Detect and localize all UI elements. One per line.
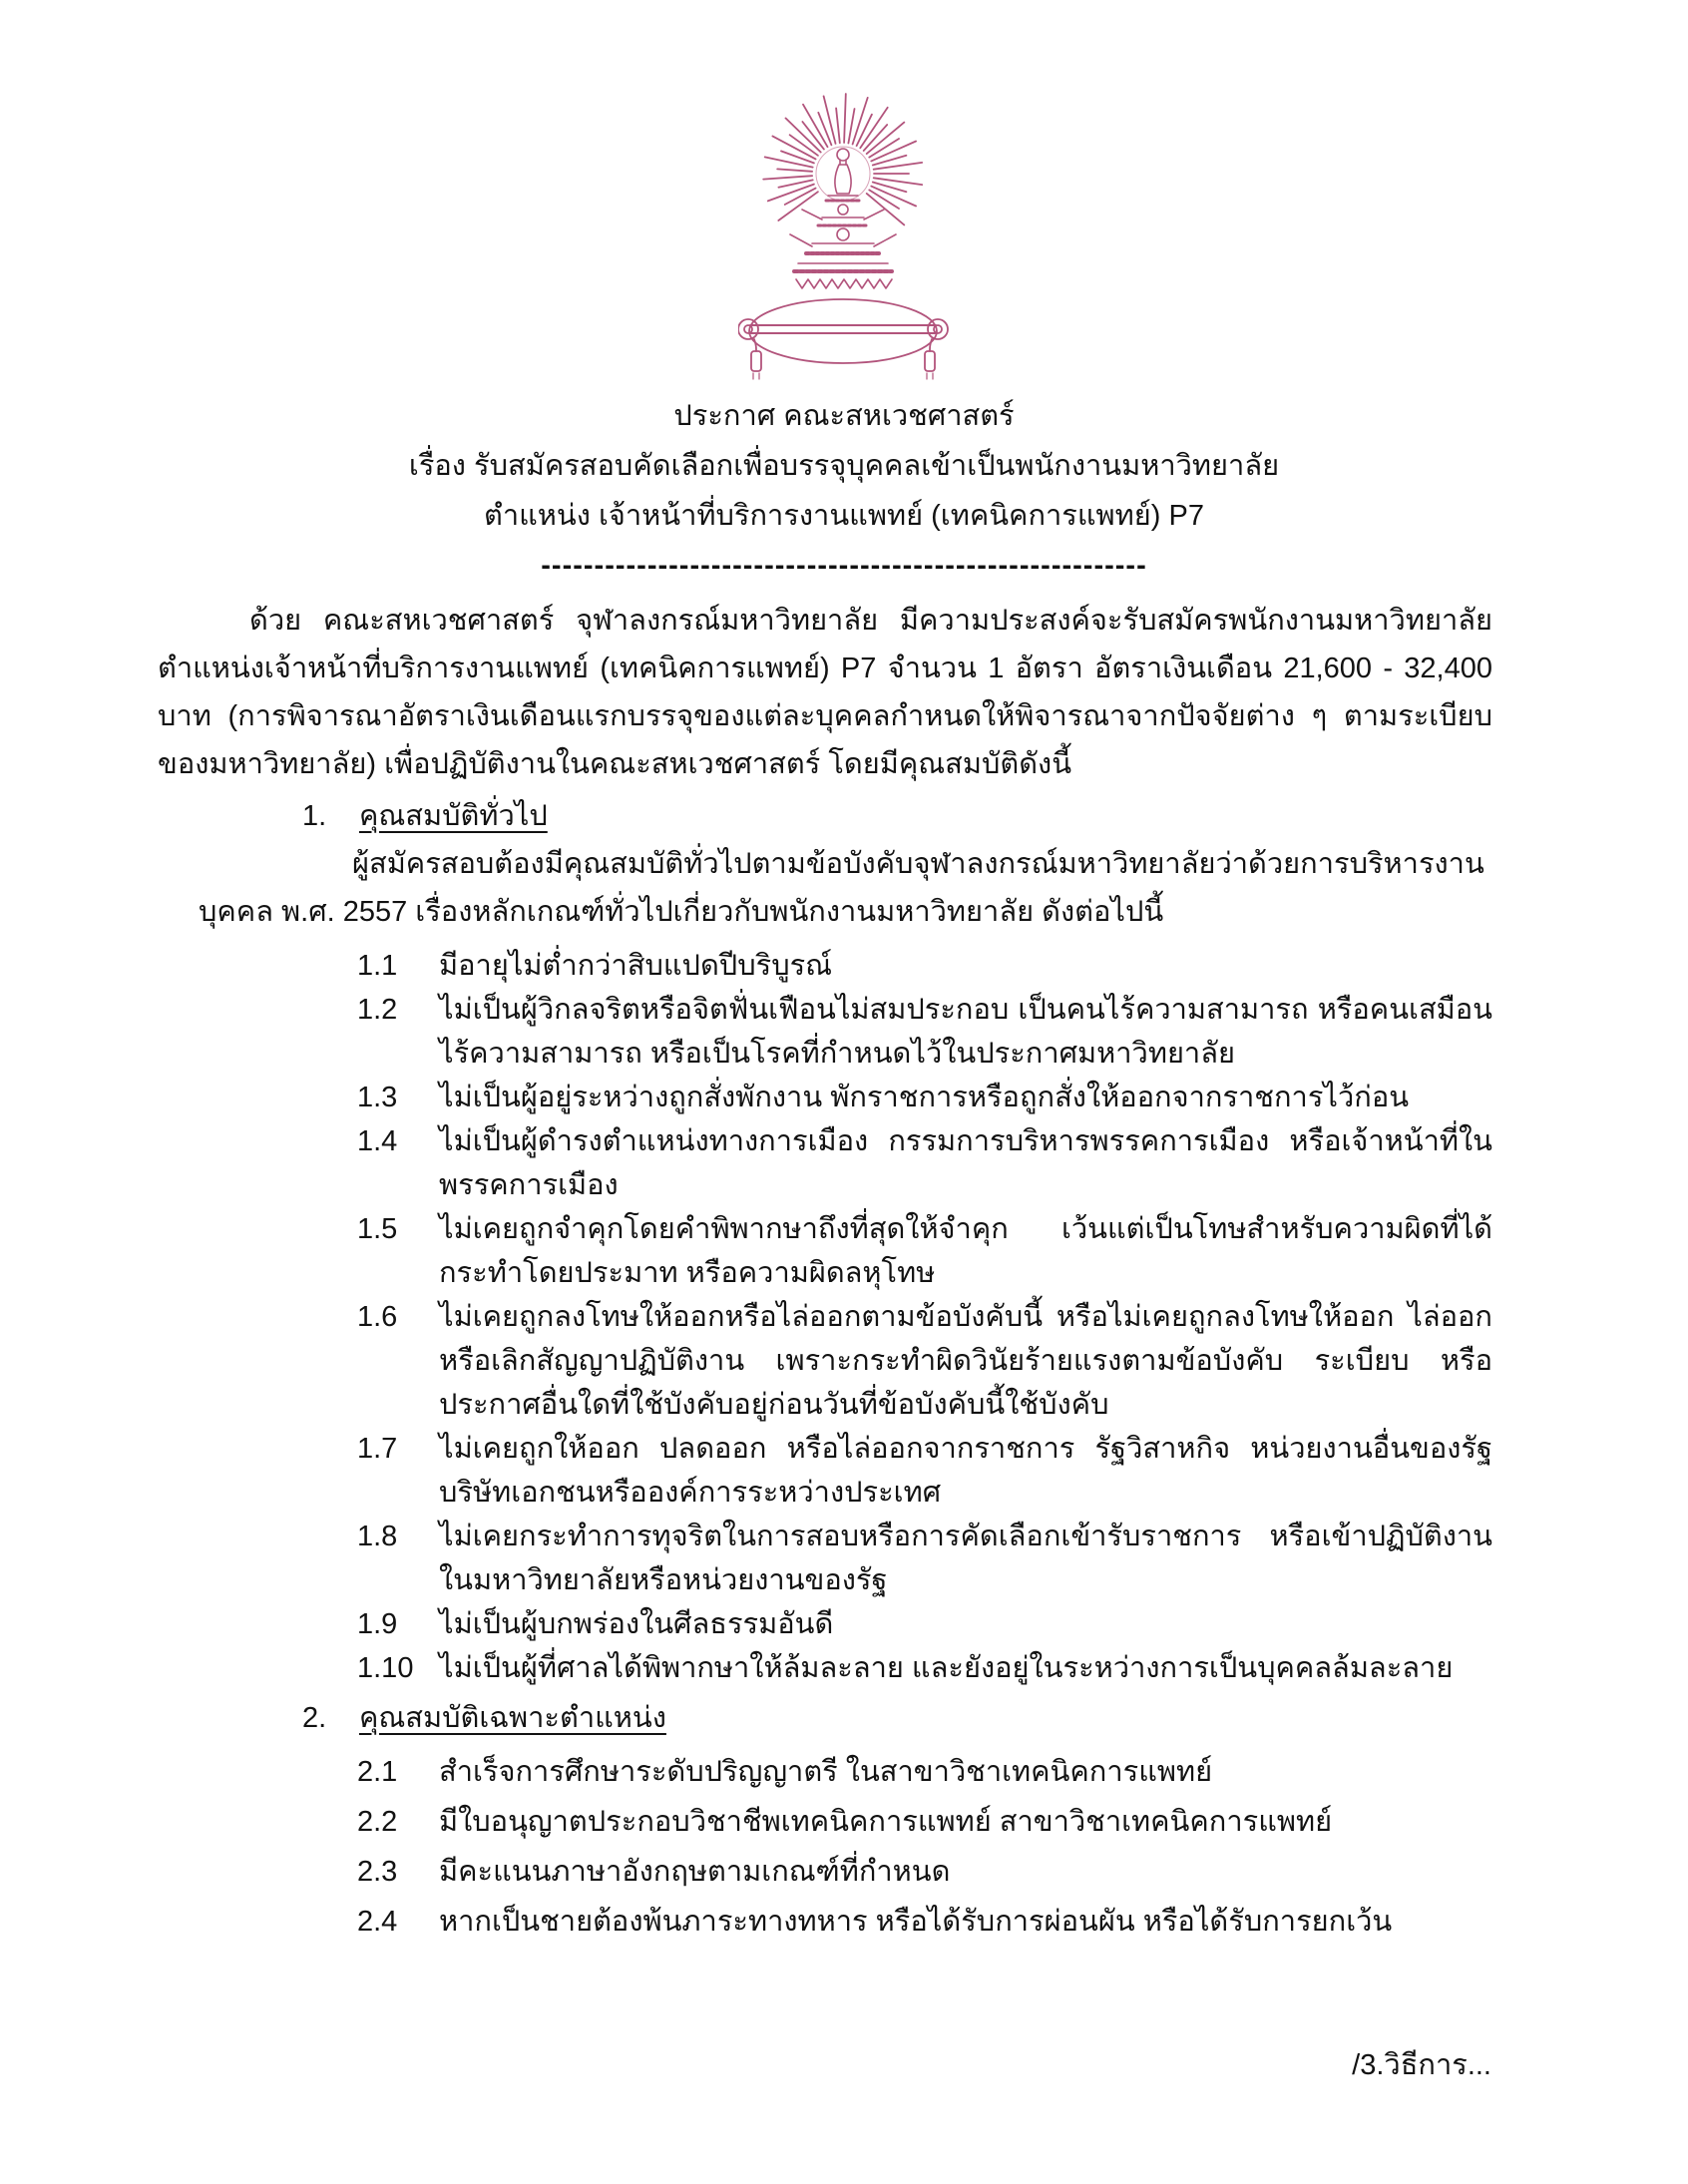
list-item — [158, 1427, 1492, 1515]
crown-tiers — [790, 196, 896, 288]
continuation-note: /3.วิธีการ... — [1352, 2049, 1491, 2081]
item-number: 1.2 — [357, 994, 398, 1026]
item-number: 1.7 — [357, 1433, 398, 1465]
item-number: 1.10 — [357, 1652, 414, 1684]
section-title: คุณสมบัติทั่วไป — [359, 800, 548, 832]
cushion-base — [738, 299, 948, 379]
announcement-subject-line: เรื่อง รับสมัครสอบคัดเลือกเพื่อบรรจุบุคคลเข้าเป็นพนักงานมหาวิทยาลัย — [408, 450, 1280, 482]
section-title: คุณสมบัติเฉพาะตำแหน่ง — [359, 1702, 666, 1734]
item-text: ไม่เคยถูกจำคุกโดยคำพิพากษาถึงที่สุดให้จำคุก เว้นแต่เป็นโทษสำหรับความผิดที่ได้กระทำโดยประมาท หรือความผิดลหุโทษ — [439, 1213, 1492, 1289]
item-text: ไม่เป็นผู้อยู่ระหว่างถูกสั่งพักงาน พักราชการหรือถูกสั่งให้ออกจากราชการไว้ก่อน — [439, 1082, 1410, 1113]
list-item — [158, 1295, 1492, 1427]
section-2-items — [158, 1750, 1492, 1944]
list-item — [158, 1850, 1492, 1894]
list-item — [158, 1750, 1492, 1794]
list-item — [158, 1515, 1492, 1602]
section-1-intro: ผู้สมัครสอบต้องมีคุณสมบัติทั่วไปตามข้อบังคับจุฬาลงกรณ์มหาวิทยาลัยว่าด้วยการบริหารงานบุคคล พ.ศ. 2557 เรื่องหลักเกณฑ์ทั่วไปเกี่ยวกับพนักงานมหาวิทยาลัย ดังต่อไปนี้ — [199, 848, 1484, 928]
list-item — [158, 1900, 1492, 1944]
list-item — [158, 1119, 1492, 1207]
item-number: 1.3 — [357, 1082, 398, 1113]
section-2-heading-row — [158, 1694, 1492, 1742]
item-number: 2.3 — [357, 1856, 398, 1888]
section-1-items — [158, 944, 1492, 1690]
item-number: 1.4 — [357, 1125, 398, 1157]
item-text: ไม่เคยถูกลงโทษให้ออกหรือไล่ออกตามข้อบังคับนี้ หรือไม่เคยถูกลงโทษให้ออก ไล่ออก หรือเลิกสัญญาปฏิบัติงาน เพราะกระทำผิดวินัยร้ายแรงตามข้อบังคับ ระเบียบ หรือประกาศอื่นใดที่ใช้บังคับอยู่ก่อนวันที่ข้อบังคับนี้ใช้บังคับ — [439, 1301, 1492, 1421]
list-item — [158, 1076, 1492, 1119]
item-text: มีใบอนุญาตประกอบวิชาชีพเทคนิคการแพทย์ สาขาวิชาเทคนิคการแพทย์ — [439, 1806, 1333, 1838]
announcement-org-line: ประกาศ คณะสหเวชศาสตร์ — [673, 400, 1015, 432]
item-text: ไม่เป็นผู้บกพร่องในศีลธรรมอันดี — [439, 1608, 834, 1640]
item-text: ไม่เคยถูกให้ออก ปลดออก หรือไล่ออกจากราชการ รัฐวิสาหกิจ หน่วยงานอื่นของรัฐ บริษัทเอกชนหรือองค์การระหว่างประเทศ — [439, 1433, 1492, 1509]
item-text: ไม่เป็นผู้ดำรงตำแหน่งทางการเมือง กรรมการบริหารพรรคการเมือง หรือเจ้าหน้าที่ในพรรคการเมือง — [439, 1125, 1492, 1201]
opening-paragraph: ด้วย คณะสหเวชศาสตร์ จุฬาลงกรณ์มหาวิทยาลัย มีความประสงค์จะรับสมัครพนักงานมหาวิทยาลัย ตำแหน่งเจ้าหน้าที่บริการงานแพทย์ (เทคนิคการแพทย์) P7 จำนวน 1 อัตรา อัตราเงินเดือน 21,600 - 32,400 บาท (การพิจารณาอัตราเงินเดือนแรกบรรจุของแต่ละบุคคลกำหนดให้พิจารณาจากปัจจัยต่าง ๆ ตามระเบียบของมหาวิทยาลัย) เพื่อปฏิบัติงานในคณะสหเวชศาสตร์ โดยมีคุณสมบัติดังนี้ — [158, 605, 1492, 780]
chulalongkorn-university-emblem — [738, 92, 950, 383]
section-number: 1. — [302, 800, 327, 832]
item-number: 1.5 — [357, 1213, 398, 1245]
item-number: 1.1 — [357, 950, 398, 982]
list-item — [158, 944, 1492, 988]
section-1-heading-row — [158, 792, 1492, 840]
item-text: สำเร็จการศึกษาระดับปริญญาตรี ในสาขาวิชาเทคนิคการแพทย์ — [439, 1756, 1213, 1788]
item-text: ไม่เป็นผู้ที่ศาลได้พิพากษาให้ล้มละลาย และยังอยู่ในระหว่างการเป็นบุคคลล้มละลาย — [439, 1652, 1454, 1684]
item-text: ไม่เคยกระทำการทุจริตในการสอบหรือการคัดเลือกเข้ารับราชการ หรือเข้าปฏิบัติงานในมหาวิทยาลัยหรือหน่วยงานของรัฐ — [439, 1521, 1492, 1596]
section-number: 2. — [302, 1702, 327, 1734]
item-number: 1.9 — [357, 1608, 398, 1640]
item-text: ไม่เป็นผู้วิกลจริตหรือจิตฟั่นเฟือนไม่สมประกอบ เป็นคนไร้ความสามารถ หรือคนเสมือนไร้ความสามารถ หรือเป็นโรคที่กำหนดไว้ในประกาศมหาวิทยาลัย — [439, 994, 1492, 1070]
dashed-divider: --------------------------------------------------------- — [541, 550, 1147, 582]
list-item — [158, 988, 1492, 1076]
list-item — [158, 1800, 1492, 1844]
item-number: 1.6 — [357, 1301, 398, 1333]
document-title-block — [0, 391, 1688, 591]
list-item — [158, 1207, 1492, 1295]
item-text: หากเป็นชายต้องพ้นภาระทางทหาร หรือได้รับการผ่อนผัน หรือได้รับการยกเว้น — [439, 1906, 1393, 1938]
list-item — [158, 1646, 1492, 1690]
item-number: 1.8 — [357, 1521, 398, 1552]
item-number: 2.2 — [357, 1806, 398, 1838]
document-body — [158, 597, 1492, 1944]
item-number: 2.1 — [357, 1756, 398, 1788]
item-text: มีอายุไม่ต่ำกว่าสิบแปดปีบริบูรณ์ — [439, 950, 833, 982]
radiance-center-circle — [816, 147, 870, 201]
item-number: 2.4 — [357, 1906, 398, 1938]
phra-kiao-emblem-graphic — [738, 92, 950, 383]
list-item — [158, 1602, 1492, 1646]
item-text: มีคะแนนภาษาอังกฤษตามเกณฑ์ที่กำหนด — [439, 1856, 951, 1888]
announcement-position-line: ตำแหน่ง เจ้าหน้าที่บริการงานแพทย์ (เทคนิคการแพทย์) P7 — [484, 500, 1204, 532]
